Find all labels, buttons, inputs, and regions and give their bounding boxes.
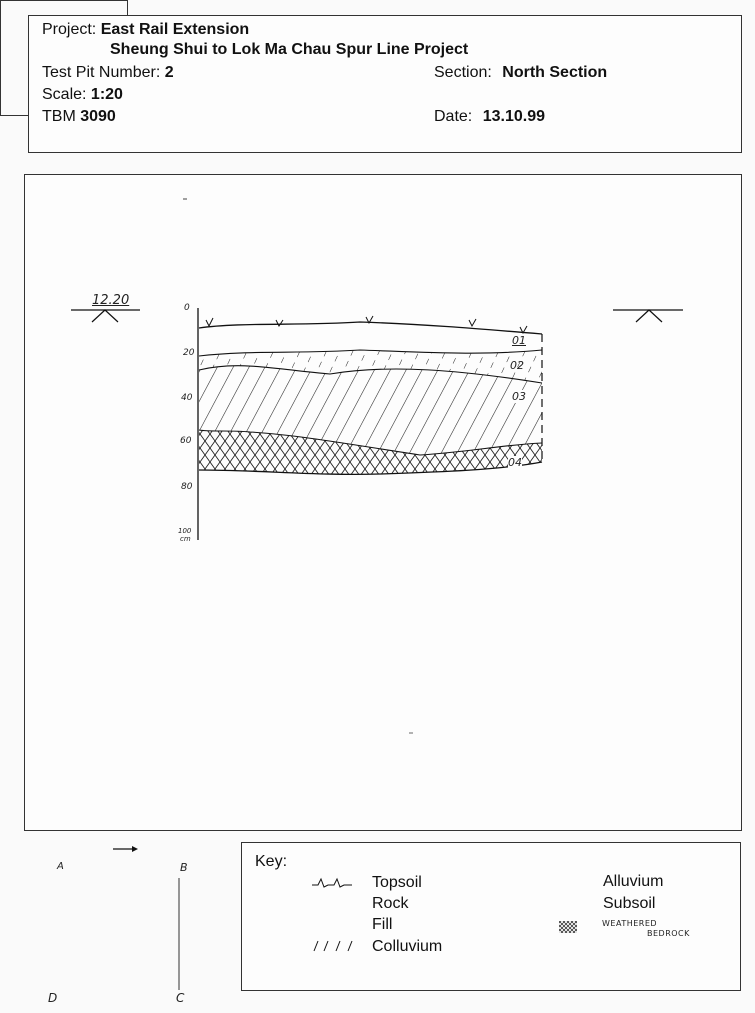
date-label: Date:: [434, 108, 473, 125]
key-item-topsoil: Topsoil: [372, 874, 422, 891]
key-item-subsoil: Subsoil: [603, 895, 656, 912]
layer-label: 04: [508, 456, 522, 469]
plan-corner-c: C: [176, 991, 185, 1005]
test-pit-value: 2: [164, 64, 174, 81]
section-value: North Section: [502, 64, 608, 81]
direction-arrow-icon: [113, 846, 138, 852]
depth-unit-label: cm: [180, 535, 191, 543]
key-item-bedrock: BEDROCK: [647, 929, 690, 938]
test-pit-label: Test Pit Number:: [42, 64, 161, 81]
key-title: Key:: [255, 853, 288, 870]
project-subtitle: Sheung Shui to Lok Ma Chau Spur Line Project: [110, 41, 469, 58]
layer-label: 01: [512, 334, 526, 347]
depth-tick-label: 80: [181, 482, 193, 492]
level-value-left: 12.20: [92, 293, 130, 308]
depth-tick-label: 20: [183, 348, 195, 358]
plan-corner-a: A: [57, 861, 64, 872]
depth-tick-label: 100: [178, 527, 192, 535]
key-item-colluvium: Colluvium: [372, 938, 443, 955]
topsoil-symbol-icon: [310, 873, 370, 893]
scale-value: 1:20: [90, 86, 123, 103]
project-name: East Rail Extension: [100, 21, 250, 38]
plan-corner-d: D: [48, 991, 58, 1005]
date-value: 13.10.99: [482, 108, 545, 125]
key-item-alluvium: Alluvium: [603, 873, 664, 890]
depth-tick-label: 60: [180, 436, 192, 446]
key-item-rock: Rock: [372, 895, 409, 912]
tbm-value: 3090: [80, 108, 116, 125]
depth-tick-label: 0: [184, 303, 190, 313]
plan-corner-b: B: [180, 861, 188, 874]
colluvium-symbol-icon: [310, 937, 370, 957]
layer-label: 02: [510, 359, 524, 372]
key-panel: [241, 842, 741, 991]
weathered-bedrock-symbol-icon: [558, 920, 580, 936]
scale-label: Scale:: [42, 86, 87, 103]
depth-tick-label: 40: [181, 393, 193, 403]
tbm-label: TBM: [42, 108, 76, 125]
key-item-weathered: WEATHERED: [602, 919, 658, 928]
layer-label: 03: [512, 390, 526, 403]
project-label: Project:: [42, 21, 97, 38]
section-label: Section:: [434, 64, 492, 81]
key-item-fill: Fill: [372, 916, 393, 933]
